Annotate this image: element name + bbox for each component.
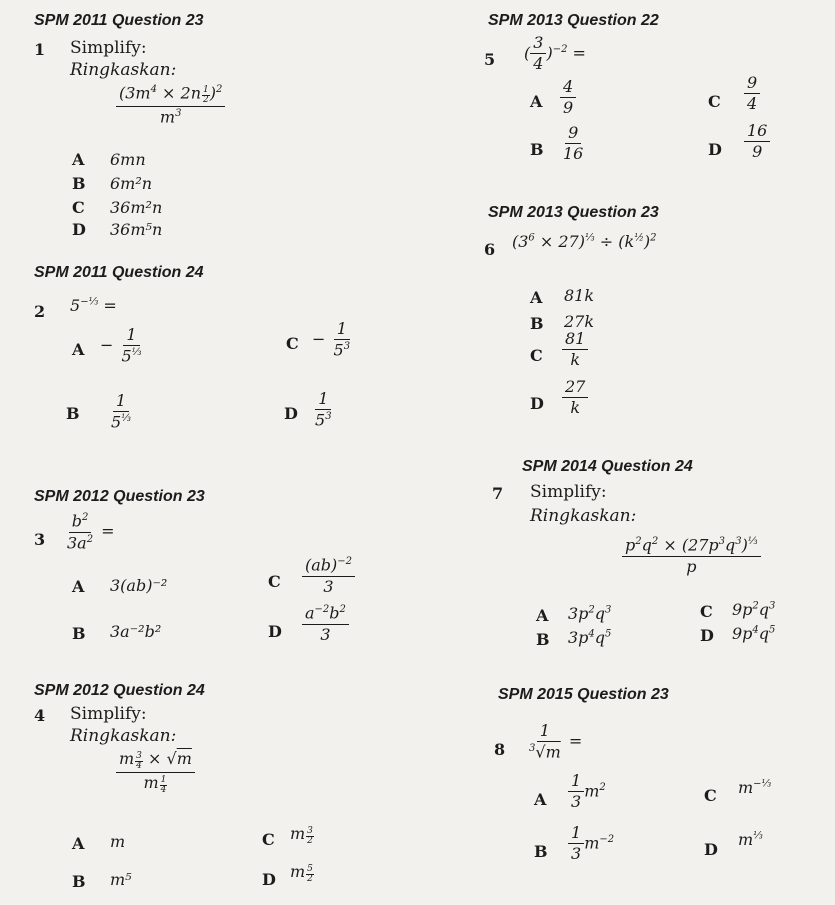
option-letter: C xyxy=(708,92,721,111)
fraction-denominator: 9 xyxy=(752,142,763,162)
option-letter: B xyxy=(72,872,86,891)
option-text: 81k xyxy=(564,286,595,305)
option-text: m⁵ xyxy=(110,870,132,889)
option-letter: D xyxy=(268,622,282,641)
option-letter: B xyxy=(534,842,548,861)
option-letter: B xyxy=(72,174,86,193)
option-text: 6mn xyxy=(110,150,146,169)
header-2014-q24: SPM 2014 Question 24 xyxy=(522,458,693,475)
fraction-denominator: 4 xyxy=(747,94,758,114)
question-number: 2 xyxy=(34,302,46,321)
option-letter: C xyxy=(268,572,281,591)
header-2011-q24: SPM 2011 Question 24 xyxy=(34,264,204,281)
q7-option-b: $3p^4q^5$ xyxy=(568,628,612,647)
q8-option-a: $\frac{1}{3}$ $m^2$ xyxy=(568,772,606,812)
q4-option-d: m $\frac{5}{2}$ xyxy=(290,862,313,884)
option-letter: C xyxy=(704,786,717,805)
q2-option-b: $\frac{1}{5^{\frac{1}{3}}}$ xyxy=(111,391,131,432)
option-letter: B xyxy=(530,140,544,159)
q8-option-d: $m^{\frac{1}{3}}$ xyxy=(738,830,763,849)
fraction-numerator: 27 xyxy=(562,378,588,398)
q8-option-c: $m^{-\frac{1}{3}}$ xyxy=(738,778,772,797)
option-letter: D xyxy=(262,870,276,889)
option-letter: D xyxy=(530,394,544,413)
fraction-numerator: 9 xyxy=(565,124,581,144)
option-letter: C xyxy=(72,198,85,217)
instruction-ringkaskan: Ringkaskan: xyxy=(70,60,177,80)
option-text: m xyxy=(110,832,126,851)
header-2012-q24: SPM 2012 Question 24 xyxy=(34,682,205,699)
instruction-simplify: Simplify: xyxy=(70,38,147,58)
header-2012-q23: SPM 2012 Question 23 xyxy=(34,488,205,505)
fraction-numerator: 81 xyxy=(562,330,588,350)
q3-option-c: $\frac{(ab)^{-2}}{3}$ xyxy=(302,556,355,596)
q3-expression: $\frac{b^2}{3a^2}$ = xyxy=(67,511,115,553)
option-letter: A xyxy=(72,834,85,853)
option-text: 3a⁻²b² xyxy=(110,622,162,641)
q5-option-c xyxy=(744,74,760,114)
q5-expression: ( $\frac{3}{4}$ )$^{-2}$ = xyxy=(524,33,586,74)
q3-option-d: $\frac{a^{-2}b^2}{3}$ xyxy=(302,604,349,644)
instruction-simplify: Simplify: xyxy=(70,704,147,724)
option-letter: A xyxy=(536,606,549,625)
q8-option-b: $\frac{1}{3}$ $m^{-2}$ xyxy=(568,824,614,864)
header-2013-q23: SPM 2013 Question 23 xyxy=(488,204,659,221)
q2-option-c: − $\frac{1}{5^3}$ xyxy=(312,319,351,360)
fraction-denominator: k xyxy=(570,350,581,370)
header-2015-q23: SPM 2015 Question 23 xyxy=(498,686,669,703)
q7-option-c: $9p^2q^3$ xyxy=(732,600,776,619)
q4-option-c: m $\frac{3}{2}$ xyxy=(290,824,313,846)
option-letter: A xyxy=(534,790,547,809)
option-text: 3(ab)⁻² xyxy=(110,576,168,595)
question-number: 5 xyxy=(484,50,496,69)
fraction-numerator: 9 xyxy=(744,74,760,94)
question-number: 6 xyxy=(484,240,496,259)
question-number: 3 xyxy=(34,530,46,549)
option-text: 6m²n xyxy=(110,174,153,193)
option-letter: A xyxy=(530,92,543,111)
q2-expression: $5^{-\frac{1}{3}}$ = xyxy=(70,296,117,315)
header-2011-q23: SPM 2011 Question 23 xyxy=(34,12,204,29)
q8-expression: $\frac{1}{^3√m}$ = xyxy=(529,721,583,762)
q2-option-a: − $\frac{1}{5^{\frac{1}{3}}}$ xyxy=(100,325,142,366)
fraction-denominator: 16 xyxy=(563,144,584,164)
q6-option-c xyxy=(562,330,588,370)
question-number: 1 xyxy=(34,40,46,59)
q7-option-d: $9p^4q^5$ xyxy=(732,624,776,643)
option-letter: A xyxy=(72,340,85,359)
option-letter: B xyxy=(530,314,544,333)
instruction-ringkaskan: Ringkaskan: xyxy=(70,726,177,746)
question-number: 4 xyxy=(34,706,46,725)
option-letter: D xyxy=(72,220,86,239)
q5-option-d xyxy=(744,122,770,162)
question-number: 8 xyxy=(494,740,506,759)
instruction-ringkaskan: Ringkaskan: xyxy=(530,506,637,526)
option-letter: B xyxy=(536,630,550,649)
option-letter: C xyxy=(700,602,713,621)
option-letter: C xyxy=(286,334,299,353)
fraction-numerator: 16 xyxy=(744,122,770,142)
option-text: 27k xyxy=(564,312,595,331)
option-letter: D xyxy=(284,404,298,423)
q6-option-d xyxy=(562,378,588,418)
q7-option-a: $3p^2q^3$ xyxy=(568,604,612,623)
fraction-denominator: k xyxy=(570,398,581,418)
q1-expression: ($3m^4 \times 2n$ $\frac{1}{2}$ )$^2$ $m^3$ xyxy=(116,84,225,127)
header-2013-q22: SPM 2013 Question 22 xyxy=(488,12,659,29)
option-text: 36m⁵n xyxy=(110,220,163,239)
q5-option-a xyxy=(560,78,576,118)
option-letter: D xyxy=(700,626,714,645)
q6-expression: $(3^6 \times 27)^{\frac{1}{3}} \div (k^{\frac{1}{2}})^2$ xyxy=(512,232,657,251)
option-letter: B xyxy=(66,404,80,423)
option-letter: B xyxy=(72,624,86,643)
q7-expression: $\frac{p^2q^2 \times (27p^3q^3)^{\frac{1}{3}}}{p}$ xyxy=(622,536,761,576)
q5-option-b xyxy=(560,124,586,164)
option-letter: A xyxy=(72,577,85,596)
q4-expression: m $\frac{3}{4}$ × √m m $\frac{1}{4}$ xyxy=(116,750,195,795)
fraction-denominator: 9 xyxy=(563,98,574,118)
fraction-numerator: 4 xyxy=(560,78,576,98)
option-letter: C xyxy=(530,346,543,365)
q2-option-d: $\frac{1}{5^3}$ xyxy=(315,389,332,430)
option-text: 36m²n xyxy=(110,198,163,217)
option-letter: C xyxy=(262,830,275,849)
instruction-simplify: Simplify: xyxy=(530,482,607,502)
option-letter: A xyxy=(72,150,85,169)
option-letter: D xyxy=(708,140,722,159)
option-letter: D xyxy=(704,840,718,859)
question-number: 7 xyxy=(492,484,504,503)
option-letter: A xyxy=(530,288,543,307)
